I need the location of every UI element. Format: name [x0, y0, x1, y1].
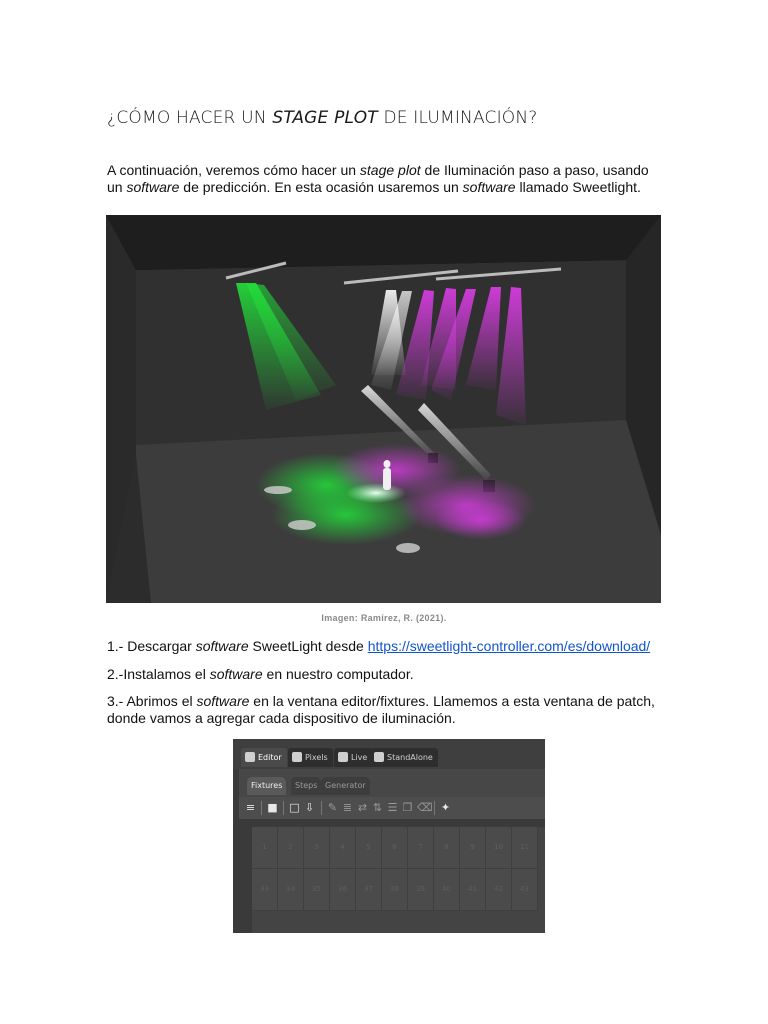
step-1: 1.- Descargar software SweetLight desde https://sweetlight-controller.com/es/download/ [107, 638, 651, 654]
grid-cell[interactable]: 33 [252, 869, 278, 911]
intro-paragraph: A continuación, veremos cómo hacer un stage plot de Iluminación paso a paso, usando un software de predicción. En esta ocasión usaremos un software llamado Sweetlight. [107, 162, 649, 195]
grid-cell[interactable]: 8 [434, 827, 460, 869]
patch-grid [252, 827, 545, 933]
tab-fixtures[interactable]: Fixtures [247, 777, 286, 795]
grid-cell[interactable]: 7 [408, 827, 434, 869]
editor-icon [245, 752, 255, 762]
copy-icon[interactable]: ❐ [402, 801, 413, 814]
grid-cell[interactable]: 34 [278, 869, 304, 911]
page-title [107, 108, 538, 128]
swap-icon[interactable]: ⇄ [357, 801, 368, 814]
grid-cell[interactable]: 11 [512, 827, 538, 869]
grid-cell[interactable]: 9 [460, 827, 486, 869]
grid-cell[interactable]: 39 [408, 869, 434, 911]
pixels-grid-icon [292, 752, 302, 762]
menu-icon[interactable]: ≡ [245, 801, 256, 814]
grid-cell[interactable]: 3 [304, 827, 330, 869]
grid-cell[interactable]: 2 [278, 827, 304, 869]
main-tabs [233, 739, 545, 769]
grid-cell[interactable]: 10 [486, 827, 512, 869]
grid-cell[interactable]: 4 [330, 827, 356, 869]
delete-icon[interactable]: ⌫ [417, 801, 433, 814]
tab-standalone[interactable]: StandAlone [370, 748, 438, 767]
grid-cell[interactable]: 5 [356, 827, 382, 869]
grid-cell[interactable]: 41 [460, 869, 486, 911]
tab-generator[interactable]: Generator [321, 777, 370, 795]
tab-steps[interactable]: Steps [291, 777, 321, 795]
stage-render-illustration [106, 215, 661, 603]
sub-tabs [239, 769, 545, 799]
tab-pixels[interactable]: Pixels [288, 748, 333, 767]
pencil-icon[interactable]: ✎ [327, 801, 338, 814]
stage-render-image [106, 215, 661, 603]
software-screenshot [233, 739, 545, 933]
new-fixture-icon[interactable]: □ [289, 801, 300, 814]
grid-cell[interactable]: 36 [330, 869, 356, 911]
step-3: 3.- Abrimos el software en la ventana editor/fixtures. Llamemos a esta ventana de patch, donde vamos a agregar cada dispositivo de iluminación. [107, 693, 655, 726]
grid-cell[interactable]: 35 [304, 869, 330, 911]
tab-live[interactable]: Live [334, 748, 372, 767]
fixture-tool-icon[interactable]: ✦ [440, 801, 451, 814]
download-link[interactable]: https://sweetlight-controller.com/es/download/ [367, 638, 651, 654]
title-italic: STAGE PLOT [272, 108, 378, 128]
lock-icon[interactable]: ■ [267, 801, 278, 814]
title-suffix: DE ILUMINACIÓN? [377, 108, 538, 128]
rename-icon[interactable]: ≣ [342, 801, 353, 814]
grid-cell[interactable]: 42 [486, 869, 512, 911]
grid-cell[interactable]: 40 [434, 869, 460, 911]
step-2: 2.-Instalamos el software en nuestro computador. [107, 666, 414, 682]
title-text: ¿CÓMO HACER UN [107, 108, 273, 128]
grid-cell[interactable]: 1 [252, 827, 278, 869]
grid-cell[interactable]: 37 [356, 869, 382, 911]
image-caption: Imagen: Ramírez, R. (2021). [321, 613, 447, 623]
toolbar [239, 797, 545, 819]
import-icon[interactable]: ⇩ [304, 801, 315, 814]
standalone-icon [374, 752, 384, 762]
list-icon[interactable]: ☰ [387, 801, 398, 814]
live-figure-icon [338, 752, 348, 762]
grid-cell[interactable]: 43 [512, 869, 538, 911]
sort-icon[interactable]: ⇅ [372, 801, 383, 814]
grid-cell[interactable]: 6 [382, 827, 408, 869]
grid-cell[interactable]: 38 [382, 869, 408, 911]
tab-editor[interactable]: Editor [241, 748, 287, 767]
